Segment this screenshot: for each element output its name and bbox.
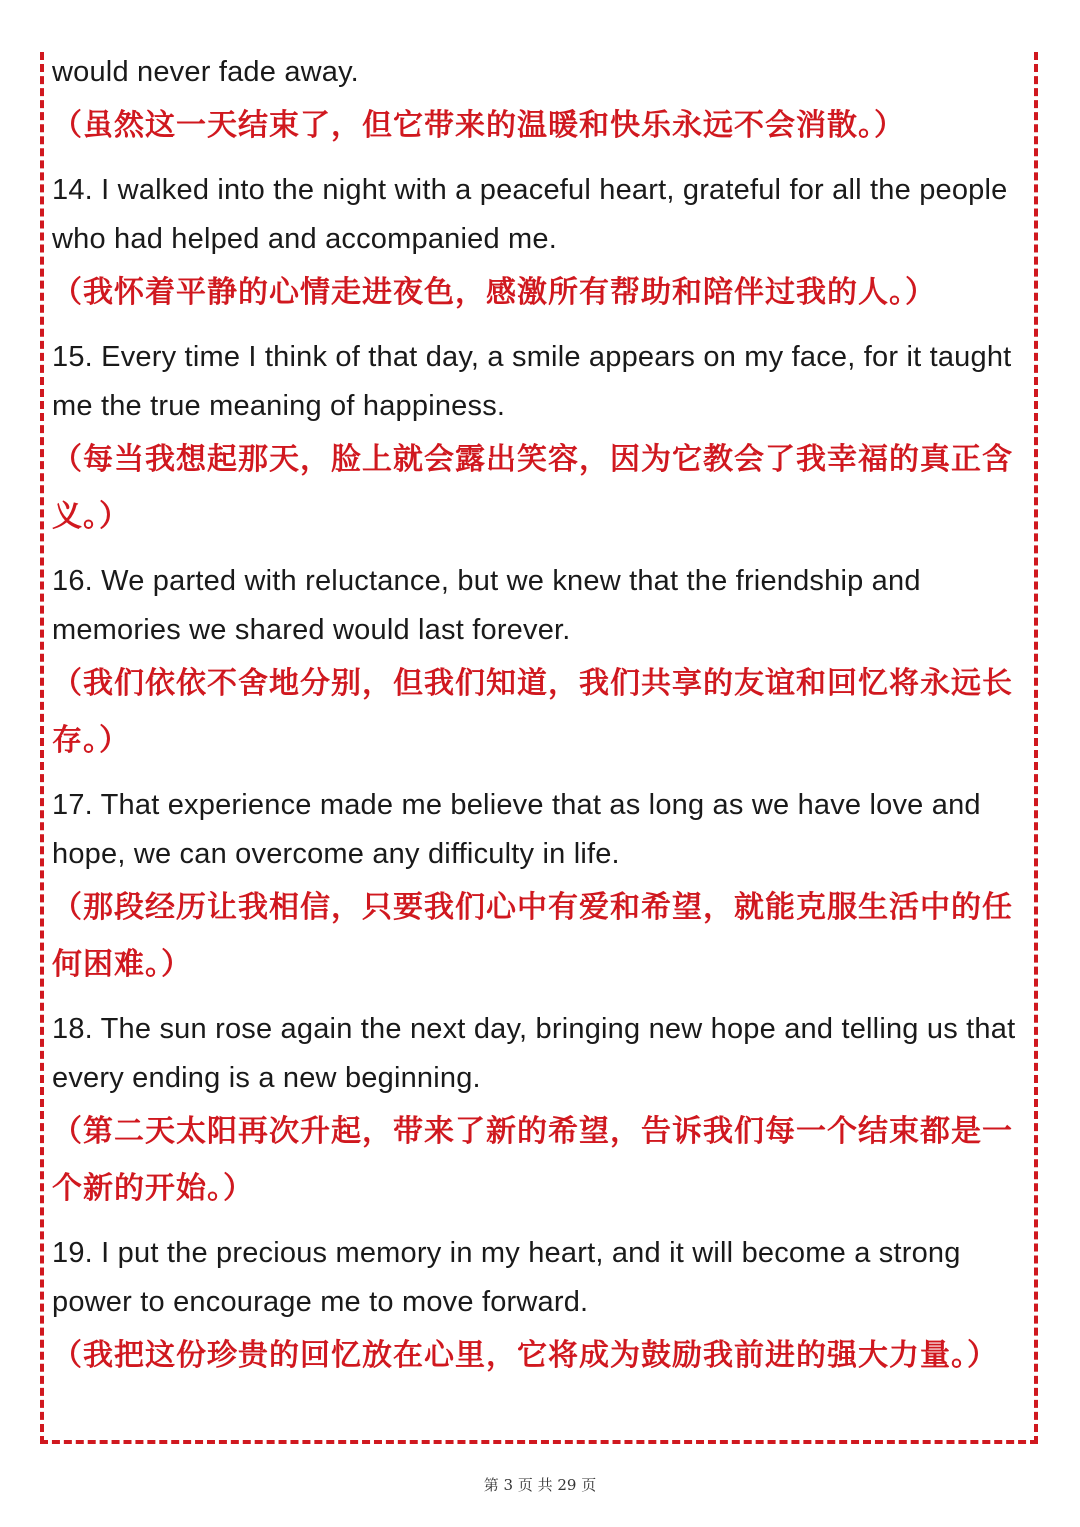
english-sentence: 16. We parted with reluctance, but we knew that the friendship and memories we shared would last forever. bbox=[52, 565, 921, 646]
sentence-list bbox=[52, 48, 1024, 1384]
chinese-translation: （虽然这一天结束了，但它带来的温暖和快乐永远不会消散。） bbox=[52, 108, 905, 143]
sentence-item-19 bbox=[52, 1229, 1024, 1384]
sentence-item-17 bbox=[52, 781, 1024, 993]
sentence-item-16 bbox=[52, 557, 1024, 769]
chinese-translation: （每当我想起那天，脸上就会露出笑容，因为它教会了我幸福的真正含义。） bbox=[52, 442, 1013, 534]
english-sentence: would never fade away. bbox=[52, 56, 359, 88]
english-sentence: 15. Every time I think of that day, a smile appears on my face, for it taught me the true meaning of happiness. bbox=[52, 341, 1012, 422]
chinese-translation: （那段经历让我相信，只要我们心中有爱和希望，就能克服生活中的任何困难。） bbox=[52, 890, 1013, 982]
sentence-item-13 bbox=[52, 48, 1024, 154]
english-sentence: 14. I walked into the night with a peaceful heart, grateful for all the people who had helped and accompanied me. bbox=[52, 174, 1008, 255]
sentence-item-18 bbox=[52, 1005, 1024, 1217]
sentence-item-15 bbox=[52, 333, 1024, 545]
chinese-translation: （第二天太阳再次升起，带来了新的希望，告诉我们每一个结束都是一个新的开始。） bbox=[52, 1114, 1013, 1206]
english-sentence: 17. That experience made me believe that as long as we have love and hope, we can overcome any difficulty in life. bbox=[52, 789, 981, 870]
chinese-translation: （我们依依不舍地分别，但我们知道，我们共享的友谊和回忆将永远长存。） bbox=[52, 666, 1013, 758]
english-sentence: 19. I put the precious memory in my heart, and it will become a strong power to encourage me to move forward. bbox=[52, 1237, 961, 1318]
chinese-translation: （我怀着平静的心情走进夜色，感激所有帮助和陪伴过我的人。） bbox=[52, 275, 936, 310]
chinese-translation: （我把这份珍贵的回忆放在心里，它将成为鼓励我前进的强大力量。） bbox=[52, 1338, 998, 1373]
english-sentence: 18. The sun rose again the next day, bringing new hope and telling us that every ending is a new beginning. bbox=[52, 1013, 1016, 1094]
page-number-footer: 第 3 页 共 29 页 bbox=[483, 1476, 597, 1494]
sentence-item-14 bbox=[52, 166, 1024, 321]
